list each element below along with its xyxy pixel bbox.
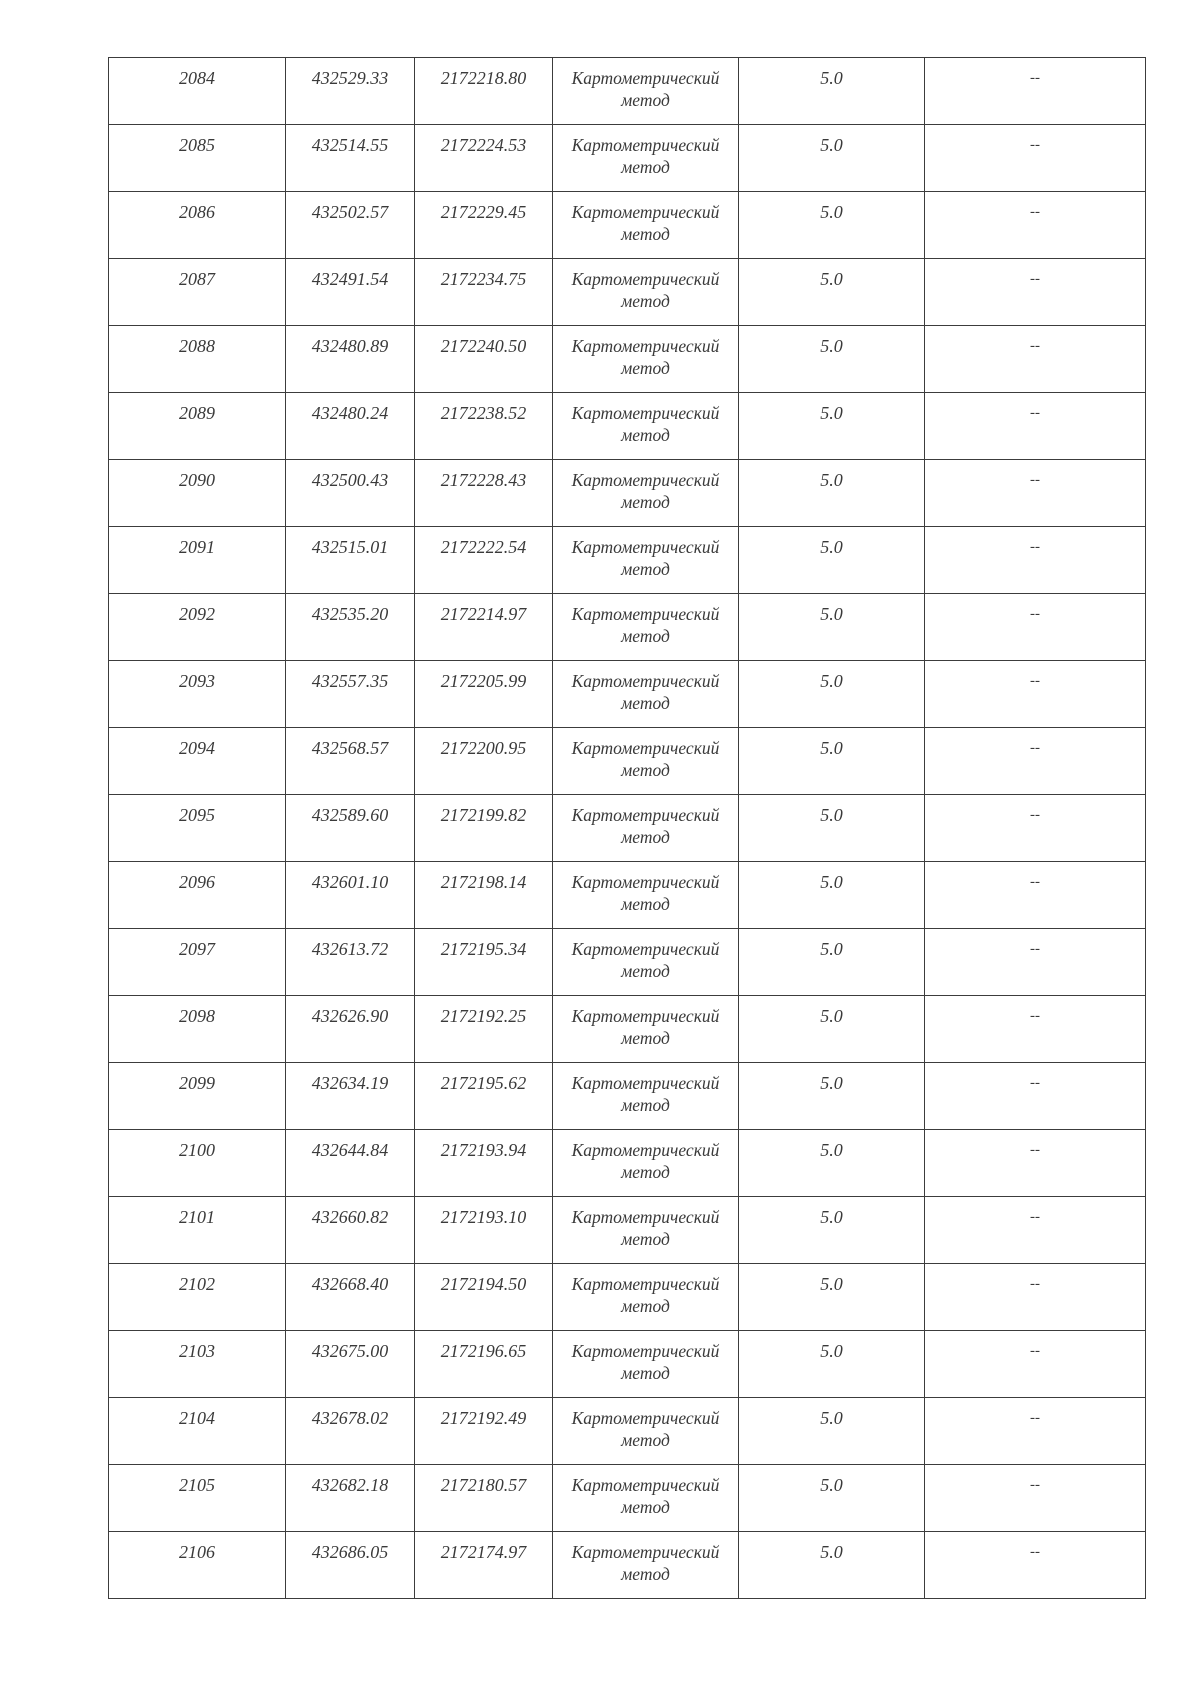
point-number-cell: 2101: [109, 1197, 286, 1264]
coordinate-x-cell: 432529.33: [286, 58, 415, 125]
coordinate-x-cell: 432668.40: [286, 1264, 415, 1331]
table-row: [109, 1465, 1146, 1532]
coordinate-x-cell: 432491.54: [286, 259, 415, 326]
method-cell: Картометрический метод: [553, 1398, 739, 1465]
accuracy-cell: 5.0: [739, 862, 925, 929]
table-row: [109, 125, 1146, 192]
table-row: [109, 1130, 1146, 1197]
coordinate-y-cell: 2172214.97: [415, 594, 553, 661]
accuracy-cell: 5.0: [739, 1063, 925, 1130]
coordinate-y-cell: 2172195.34: [415, 929, 553, 996]
coordinate-y-cell: 2172192.49: [415, 1398, 553, 1465]
method-cell: Картометрический метод: [553, 192, 739, 259]
method-cell: Картометрический метод: [553, 795, 739, 862]
coordinates-table: [108, 57, 1146, 1599]
point-number-cell: 2098: [109, 996, 286, 1063]
coordinate-x-cell: 432480.24: [286, 393, 415, 460]
point-number-cell: 2090: [109, 460, 286, 527]
method-cell: Картометрический метод: [553, 259, 739, 326]
coordinate-x-cell: 432660.82: [286, 1197, 415, 1264]
note-cell: --: [925, 326, 1146, 393]
coordinate-y-cell: 2172224.53: [415, 125, 553, 192]
point-number-cell: 2097: [109, 929, 286, 996]
accuracy-cell: 5.0: [739, 1465, 925, 1532]
coordinate-x-cell: 432514.55: [286, 125, 415, 192]
point-number-cell: 2084: [109, 58, 286, 125]
coordinate-x-cell: 432644.84: [286, 1130, 415, 1197]
note-cell: --: [925, 1197, 1146, 1264]
note-cell: --: [925, 1532, 1146, 1599]
coordinate-y-cell: 2172240.50: [415, 326, 553, 393]
point-number-cell: 2091: [109, 527, 286, 594]
table-row: [109, 192, 1146, 259]
coordinate-x-cell: 432678.02: [286, 1398, 415, 1465]
note-cell: --: [925, 795, 1146, 862]
note-cell: --: [925, 393, 1146, 460]
coordinate-y-cell: 2172222.54: [415, 527, 553, 594]
table-row: [109, 1532, 1146, 1599]
coordinate-y-cell: 2172218.80: [415, 58, 553, 125]
note-cell: --: [925, 728, 1146, 795]
coordinate-x-cell: 432568.57: [286, 728, 415, 795]
point-number-cell: 2100: [109, 1130, 286, 1197]
point-number-cell: 2102: [109, 1264, 286, 1331]
coordinate-y-cell: 2172196.65: [415, 1331, 553, 1398]
table-row: [109, 1398, 1146, 1465]
accuracy-cell: 5.0: [739, 192, 925, 259]
note-cell: --: [925, 460, 1146, 527]
note-cell: --: [925, 527, 1146, 594]
table-row: [109, 661, 1146, 728]
note-cell: --: [925, 1398, 1146, 1465]
note-cell: --: [925, 259, 1146, 326]
coordinate-y-cell: 2172228.43: [415, 460, 553, 527]
table-row: [109, 862, 1146, 929]
point-number-cell: 2093: [109, 661, 286, 728]
point-number-cell: 2087: [109, 259, 286, 326]
accuracy-cell: 5.0: [739, 1532, 925, 1599]
method-cell: Картометрический метод: [553, 326, 739, 393]
table-row: [109, 1264, 1146, 1331]
coordinate-y-cell: 2172229.45: [415, 192, 553, 259]
point-number-cell: 2094: [109, 728, 286, 795]
point-number-cell: 2085: [109, 125, 286, 192]
note-cell: --: [925, 594, 1146, 661]
accuracy-cell: 5.0: [739, 1264, 925, 1331]
note-cell: --: [925, 1465, 1146, 1532]
table-row: [109, 259, 1146, 326]
method-cell: Картометрический метод: [553, 527, 739, 594]
accuracy-cell: 5.0: [739, 393, 925, 460]
coordinate-y-cell: 2172238.52: [415, 393, 553, 460]
table-row: [109, 929, 1146, 996]
coordinate-y-cell: 2172234.75: [415, 259, 553, 326]
accuracy-cell: 5.0: [739, 1130, 925, 1197]
accuracy-cell: 5.0: [739, 1398, 925, 1465]
coordinate-x-cell: 432589.60: [286, 795, 415, 862]
coordinate-x-cell: 432634.19: [286, 1063, 415, 1130]
coordinate-y-cell: 2172200.95: [415, 728, 553, 795]
point-number-cell: 2104: [109, 1398, 286, 1465]
table-row: [109, 996, 1146, 1063]
coordinate-x-cell: 432675.00: [286, 1331, 415, 1398]
note-cell: --: [925, 661, 1146, 728]
coordinate-x-cell: 432626.90: [286, 996, 415, 1063]
coordinate-x-cell: 432500.43: [286, 460, 415, 527]
accuracy-cell: 5.0: [739, 594, 925, 661]
note-cell: --: [925, 1264, 1146, 1331]
method-cell: Картометрический метод: [553, 1465, 739, 1532]
accuracy-cell: 5.0: [739, 125, 925, 192]
point-number-cell: 2106: [109, 1532, 286, 1599]
method-cell: Картометрический метод: [553, 58, 739, 125]
accuracy-cell: 5.0: [739, 661, 925, 728]
accuracy-cell: 5.0: [739, 527, 925, 594]
coordinate-y-cell: 2172198.14: [415, 862, 553, 929]
accuracy-cell: 5.0: [739, 326, 925, 393]
accuracy-cell: 5.0: [739, 1331, 925, 1398]
method-cell: Картометрический метод: [553, 661, 739, 728]
method-cell: Картометрический метод: [553, 594, 739, 661]
coordinate-y-cell: 2172194.50: [415, 1264, 553, 1331]
method-cell: Картометрический метод: [553, 1532, 739, 1599]
point-number-cell: 2095: [109, 795, 286, 862]
coordinate-x-cell: 432502.57: [286, 192, 415, 259]
accuracy-cell: 5.0: [739, 460, 925, 527]
note-cell: --: [925, 192, 1146, 259]
point-number-cell: 2096: [109, 862, 286, 929]
coordinate-x-cell: 432601.10: [286, 862, 415, 929]
note-cell: --: [925, 996, 1146, 1063]
point-number-cell: 2088: [109, 326, 286, 393]
coordinate-y-cell: 2172174.97: [415, 1532, 553, 1599]
coordinate-x-cell: 432682.18: [286, 1465, 415, 1532]
method-cell: Картометрический метод: [553, 1197, 739, 1264]
table-row: [109, 1197, 1146, 1264]
method-cell: Картометрический метод: [553, 728, 739, 795]
accuracy-cell: 5.0: [739, 259, 925, 326]
method-cell: Картометрический метод: [553, 460, 739, 527]
method-cell: Картометрический метод: [553, 1331, 739, 1398]
coordinate-x-cell: 432535.20: [286, 594, 415, 661]
point-number-cell: 2089: [109, 393, 286, 460]
method-cell: Картометрический метод: [553, 1063, 739, 1130]
point-number-cell: 2105: [109, 1465, 286, 1532]
table-row: [109, 460, 1146, 527]
accuracy-cell: 5.0: [739, 996, 925, 1063]
note-cell: --: [925, 929, 1146, 996]
table-row: [109, 326, 1146, 393]
coordinates-table-body: [109, 58, 1146, 1599]
coordinate-y-cell: 2172199.82: [415, 795, 553, 862]
accuracy-cell: 5.0: [739, 728, 925, 795]
table-row: [109, 1063, 1146, 1130]
coordinate-x-cell: 432480.89: [286, 326, 415, 393]
coordinate-x-cell: 432515.01: [286, 527, 415, 594]
table-row: [109, 728, 1146, 795]
table-row: [109, 594, 1146, 661]
note-cell: --: [925, 58, 1146, 125]
coordinate-y-cell: 2172193.94: [415, 1130, 553, 1197]
note-cell: --: [925, 1331, 1146, 1398]
accuracy-cell: 5.0: [739, 929, 925, 996]
table-row: [109, 795, 1146, 862]
table-row: [109, 527, 1146, 594]
coordinate-y-cell: 2172205.99: [415, 661, 553, 728]
note-cell: --: [925, 125, 1146, 192]
coordinate-y-cell: 2172195.62: [415, 1063, 553, 1130]
method-cell: Картометрический метод: [553, 393, 739, 460]
method-cell: Картометрический метод: [553, 125, 739, 192]
coordinate-y-cell: 2172193.10: [415, 1197, 553, 1264]
coordinate-x-cell: 432686.05: [286, 1532, 415, 1599]
method-cell: Картометрический метод: [553, 929, 739, 996]
table-row: [109, 1331, 1146, 1398]
point-number-cell: 2099: [109, 1063, 286, 1130]
note-cell: --: [925, 862, 1146, 929]
method-cell: Картометрический метод: [553, 996, 739, 1063]
method-cell: Картометрический метод: [553, 862, 739, 929]
method-cell: Картометрический метод: [553, 1264, 739, 1331]
note-cell: --: [925, 1130, 1146, 1197]
coordinate-x-cell: 432613.72: [286, 929, 415, 996]
point-number-cell: 2103: [109, 1331, 286, 1398]
accuracy-cell: 5.0: [739, 795, 925, 862]
note-cell: --: [925, 1063, 1146, 1130]
accuracy-cell: 5.0: [739, 1197, 925, 1264]
coordinate-y-cell: 2172180.57: [415, 1465, 553, 1532]
table-row: [109, 393, 1146, 460]
coordinate-y-cell: 2172192.25: [415, 996, 553, 1063]
table-row: [109, 58, 1146, 125]
point-number-cell: 2092: [109, 594, 286, 661]
method-cell: Картометрический метод: [553, 1130, 739, 1197]
coordinate-x-cell: 432557.35: [286, 661, 415, 728]
point-number-cell: 2086: [109, 192, 286, 259]
accuracy-cell: 5.0: [739, 58, 925, 125]
